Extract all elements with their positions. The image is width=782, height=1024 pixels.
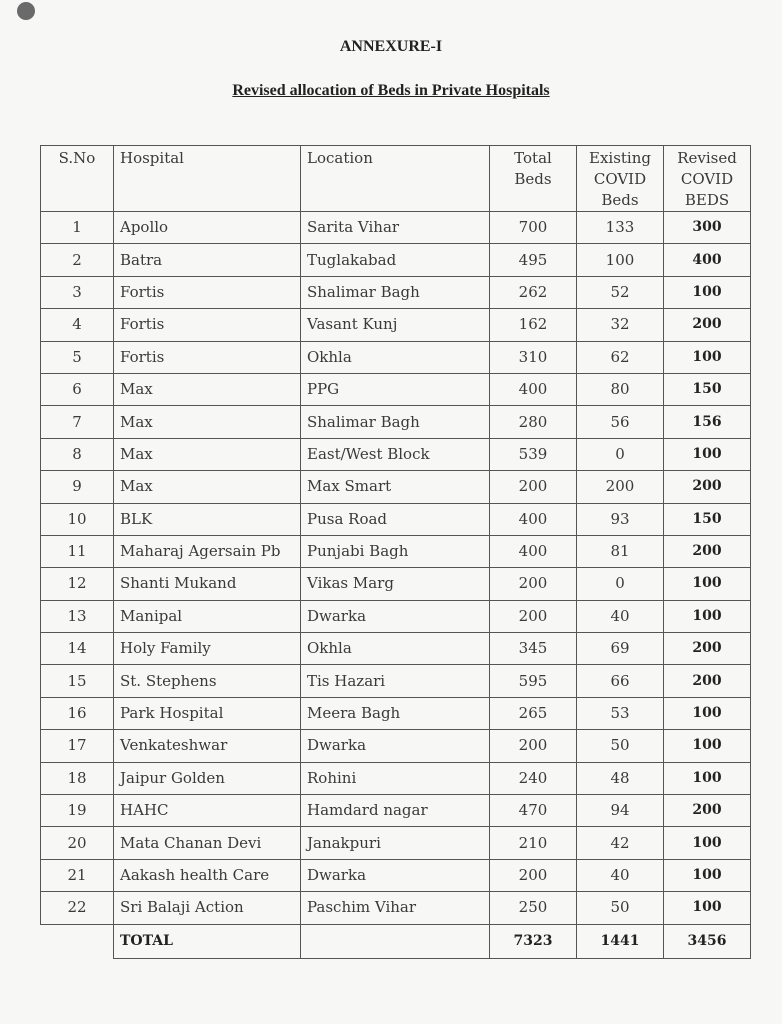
cell-existing-covid-beds: 62 [577,341,664,373]
cell-existing-covid-beds: 80 [577,373,664,405]
cell-revised-covid-beds: 100 [664,730,751,762]
cell-sno: 15 [41,665,114,697]
cell-location: Punjabi Bagh [301,535,490,567]
cell-location: Max Smart [301,471,490,503]
cell-sno: 13 [41,600,114,632]
cell-hospital: Holy Family [114,633,301,665]
cell-sno: 5 [41,341,114,373]
cell-existing-covid-beds: 81 [577,535,664,567]
cell-existing-covid-beds: 52 [577,276,664,308]
cell-revised-covid-beds: 100 [664,827,751,859]
cell-existing-covid-beds: 32 [577,309,664,341]
cell-total-beds: 345 [490,633,577,665]
cell-hospital: Fortis [114,276,301,308]
cell-location: East/West Block [301,438,490,470]
cell-location: Vasant Kunj [301,309,490,341]
cell-total-beds: 250 [490,892,577,924]
cell-revised-covid-beds: 100 [664,341,751,373]
cell-revised-covid-beds: 100 [664,276,751,308]
cell-hospital: Max [114,373,301,405]
cell-total-beds: 262 [490,276,577,308]
cell-location: Okhla [301,341,490,373]
cell-hospital: Shanti Mukand [114,568,301,600]
cell-revised-covid-beds: 400 [664,244,751,276]
cell-total-beds: 495 [490,244,577,276]
cell-total-beds: 280 [490,406,577,438]
cell-location: Tis Hazari [301,665,490,697]
cell-total-beds: 539 [490,438,577,470]
cell-sno: 11 [41,535,114,567]
cell-location: Okhla [301,633,490,665]
cell-sno: 2 [41,244,114,276]
cell-hospital: HAHC [114,795,301,827]
cell-revised-covid-beds: 156 [664,406,751,438]
beds-allocation-table [40,145,751,959]
table-body [41,212,751,959]
table-header-row [41,146,751,212]
cell-existing-covid-beds: 50 [577,730,664,762]
table-row [41,406,751,438]
cell-revised-covid-beds: 200 [664,471,751,503]
cell-sno: 4 [41,309,114,341]
cell-sno: 21 [41,859,114,891]
cell-existing-covid-beds: 48 [577,762,664,794]
table-row [41,859,751,891]
cell-hospital: Max [114,406,301,438]
cell-hospital: Maharaj Agersain Pb [114,535,301,567]
cell-revised-covid-beds: 200 [664,665,751,697]
cell-location: Sarita Vihar [301,212,490,244]
cell-existing-covid-beds: 50 [577,892,664,924]
cell-existing-covid-beds: 200 [577,471,664,503]
table-row [41,212,751,244]
cell-total-beds: 210 [490,827,577,859]
cell-existing-covid-beds: 94 [577,795,664,827]
cell-existing-covid-beds: 40 [577,600,664,632]
cell-existing-covid-beds: 69 [577,633,664,665]
cell-hospital: Fortis [114,341,301,373]
cell-sno: 6 [41,373,114,405]
cell-hospital: Max [114,438,301,470]
cell-revised-covid-beds: 100 [664,568,751,600]
totals-empty-location [301,924,490,958]
table-row [41,633,751,665]
cell-total-beds: 240 [490,762,577,794]
page-title: Revised allocation of Beds in Private Hospitals [232,82,550,99]
cell-sno: 7 [41,406,114,438]
table-row [41,762,751,794]
cell-location: Dwarka [301,859,490,891]
cell-sno: 9 [41,471,114,503]
cell-hospital: Fortis [114,309,301,341]
table-row [41,730,751,762]
cell-revised-covid-beds: 200 [664,795,751,827]
cell-sno: 16 [41,697,114,729]
cell-hospital: Batra [114,244,301,276]
totals-revised-covid-beds: 3456 [664,924,751,958]
cell-location: Shalimar Bagh [301,406,490,438]
punch-hole [17,2,35,20]
cell-existing-covid-beds: 0 [577,438,664,470]
cell-existing-covid-beds: 66 [577,665,664,697]
cell-location: Hamdard nagar [301,795,490,827]
cell-total-beds: 200 [490,859,577,891]
cell-location: PPG [301,373,490,405]
cell-existing-covid-beds: 56 [577,406,664,438]
cell-sno: 1 [41,212,114,244]
table-row [41,795,751,827]
annexure-heading: ANNEXURE-I [339,38,443,55]
table-row [41,827,751,859]
cell-location: Rohini [301,762,490,794]
cell-sno: 3 [41,276,114,308]
cell-sno: 8 [41,438,114,470]
cell-existing-covid-beds: 40 [577,859,664,891]
cell-revised-covid-beds: 100 [664,762,751,794]
cell-location: Vikas Marg [301,568,490,600]
cell-sno: 17 [41,730,114,762]
totals-row [41,924,751,958]
cell-total-beds: 310 [490,341,577,373]
cell-hospital: Aakash health Care [114,859,301,891]
table-row [41,697,751,729]
cell-total-beds: 200 [490,730,577,762]
cell-revised-covid-beds: 150 [664,373,751,405]
cell-total-beds: 200 [490,600,577,632]
totals-existing-covid-beds: 1441 [577,924,664,958]
cell-revised-covid-beds: 200 [664,535,751,567]
table-row [41,568,751,600]
column-header-existing-covid-beds: Existing COVID Beds [577,146,664,212]
cell-revised-covid-beds: 100 [664,892,751,924]
cell-hospital: Apollo [114,212,301,244]
cell-revised-covid-beds: 100 [664,600,751,632]
cell-hospital: Sri Balaji Action [114,892,301,924]
column-header-location: Location [301,146,490,212]
cell-total-beds: 400 [490,373,577,405]
cell-revised-covid-beds: 100 [664,697,751,729]
cell-hospital: Max [114,471,301,503]
cell-total-beds: 400 [490,535,577,567]
table-row [41,535,751,567]
cell-hospital: Park Hospital [114,697,301,729]
cell-location: Meera Bagh [301,697,490,729]
cell-location: Janakpuri [301,827,490,859]
totals-total-beds: 7323 [490,924,577,958]
cell-total-beds: 265 [490,697,577,729]
cell-location: Pusa Road [301,503,490,535]
cell-revised-covid-beds: 200 [664,309,751,341]
cell-sno: 14 [41,633,114,665]
cell-total-beds: 595 [490,665,577,697]
cell-total-beds: 200 [490,471,577,503]
cell-existing-covid-beds: 53 [577,697,664,729]
table-row [41,471,751,503]
cell-hospital: BLK [114,503,301,535]
cell-revised-covid-beds: 100 [664,859,751,891]
cell-hospital: Mata Chanan Devi [114,827,301,859]
cell-revised-covid-beds: 200 [664,633,751,665]
cell-location: Paschim Vihar [301,892,490,924]
column-header-hospital: Hospital [114,146,301,212]
cell-sno: 18 [41,762,114,794]
totals-empty-sno [41,924,114,958]
cell-sno: 10 [41,503,114,535]
cell-existing-covid-beds: 133 [577,212,664,244]
table-row [41,341,751,373]
cell-total-beds: 470 [490,795,577,827]
table-row [41,276,751,308]
cell-existing-covid-beds: 93 [577,503,664,535]
cell-location: Tuglakabad [301,244,490,276]
cell-sno: 12 [41,568,114,600]
cell-location: Dwarka [301,730,490,762]
table-row [41,438,751,470]
cell-existing-covid-beds: 42 [577,827,664,859]
table-row [41,309,751,341]
cell-total-beds: 400 [490,503,577,535]
column-header-revised-covid-beds: Revised COVID BEDS [664,146,751,212]
cell-hospital: Manipal [114,600,301,632]
column-header-sno: S.No [41,146,114,212]
table-row [41,600,751,632]
cell-existing-covid-beds: 100 [577,244,664,276]
cell-location: Shalimar Bagh [301,276,490,308]
table-row [41,892,751,924]
table-row [41,665,751,697]
cell-revised-covid-beds: 300 [664,212,751,244]
cell-hospital: Jaipur Golden [114,762,301,794]
table-row [41,503,751,535]
cell-total-beds: 700 [490,212,577,244]
column-header-total-beds: Total Beds [490,146,577,212]
cell-location: Dwarka [301,600,490,632]
cell-total-beds: 200 [490,568,577,600]
cell-revised-covid-beds: 150 [664,503,751,535]
cell-hospital: Venkateshwar [114,730,301,762]
table-row [41,373,751,405]
cell-sno: 20 [41,827,114,859]
cell-total-beds: 162 [490,309,577,341]
table-row [41,244,751,276]
cell-existing-covid-beds: 0 [577,568,664,600]
totals-label: TOTAL [114,924,301,958]
cell-sno: 22 [41,892,114,924]
cell-hospital: St. Stephens [114,665,301,697]
cell-revised-covid-beds: 100 [664,438,751,470]
cell-sno: 19 [41,795,114,827]
